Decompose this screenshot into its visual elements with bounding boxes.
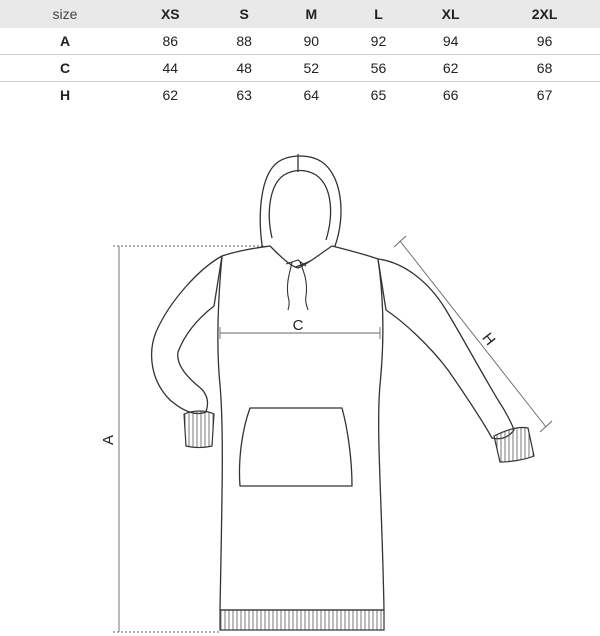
table-cell: 66 [442,86,459,103]
dimension-h-top-tick [394,236,406,247]
size-s: S [239,6,249,22]
table-cell: 64 [303,86,320,103]
dimension-h-label: H [478,329,499,349]
hoodie-outline [152,154,514,610]
table-cell: 88 [211,28,278,55]
row-label: A [0,28,130,55]
table-cell: 96 [489,28,600,55]
left-sleeve [152,256,222,414]
size-l: L [374,6,383,22]
table-cell: 52 [278,55,345,82]
table-cell: 65 [370,86,387,103]
dimension-c-label: C [292,317,304,334]
table-cell: 48 [211,55,278,82]
table-cell: 67 [536,86,553,103]
row-label: H [59,86,71,103]
size-m: M [305,6,318,22]
kangaroo-pocket [239,408,352,486]
table-cell: 44 [130,55,211,82]
table-cell: 86 [130,28,211,55]
right-cuff [494,427,534,462]
table-cell: 62 [162,86,179,103]
table-cell: 63 [236,86,252,103]
table-cell: 92 [345,28,412,55]
dimension-h-bottom-tick [540,421,552,432]
size-header-label: size [52,6,78,22]
table-cell: 94 [412,28,489,55]
size-xs: XS [160,6,180,22]
right-sleeve [378,259,514,439]
dimension-a-label: A [100,434,117,446]
table-cell: 90 [278,28,345,55]
size-xl: XL [441,6,460,22]
size-2xl: 2XL [531,6,558,22]
table-cell: 56 [345,55,412,82]
table-cell: 68 [489,55,600,82]
left-cuff [184,411,214,448]
table-cell: 62 [412,55,489,82]
row-label: C [0,55,130,82]
hem-rib [220,610,384,630]
